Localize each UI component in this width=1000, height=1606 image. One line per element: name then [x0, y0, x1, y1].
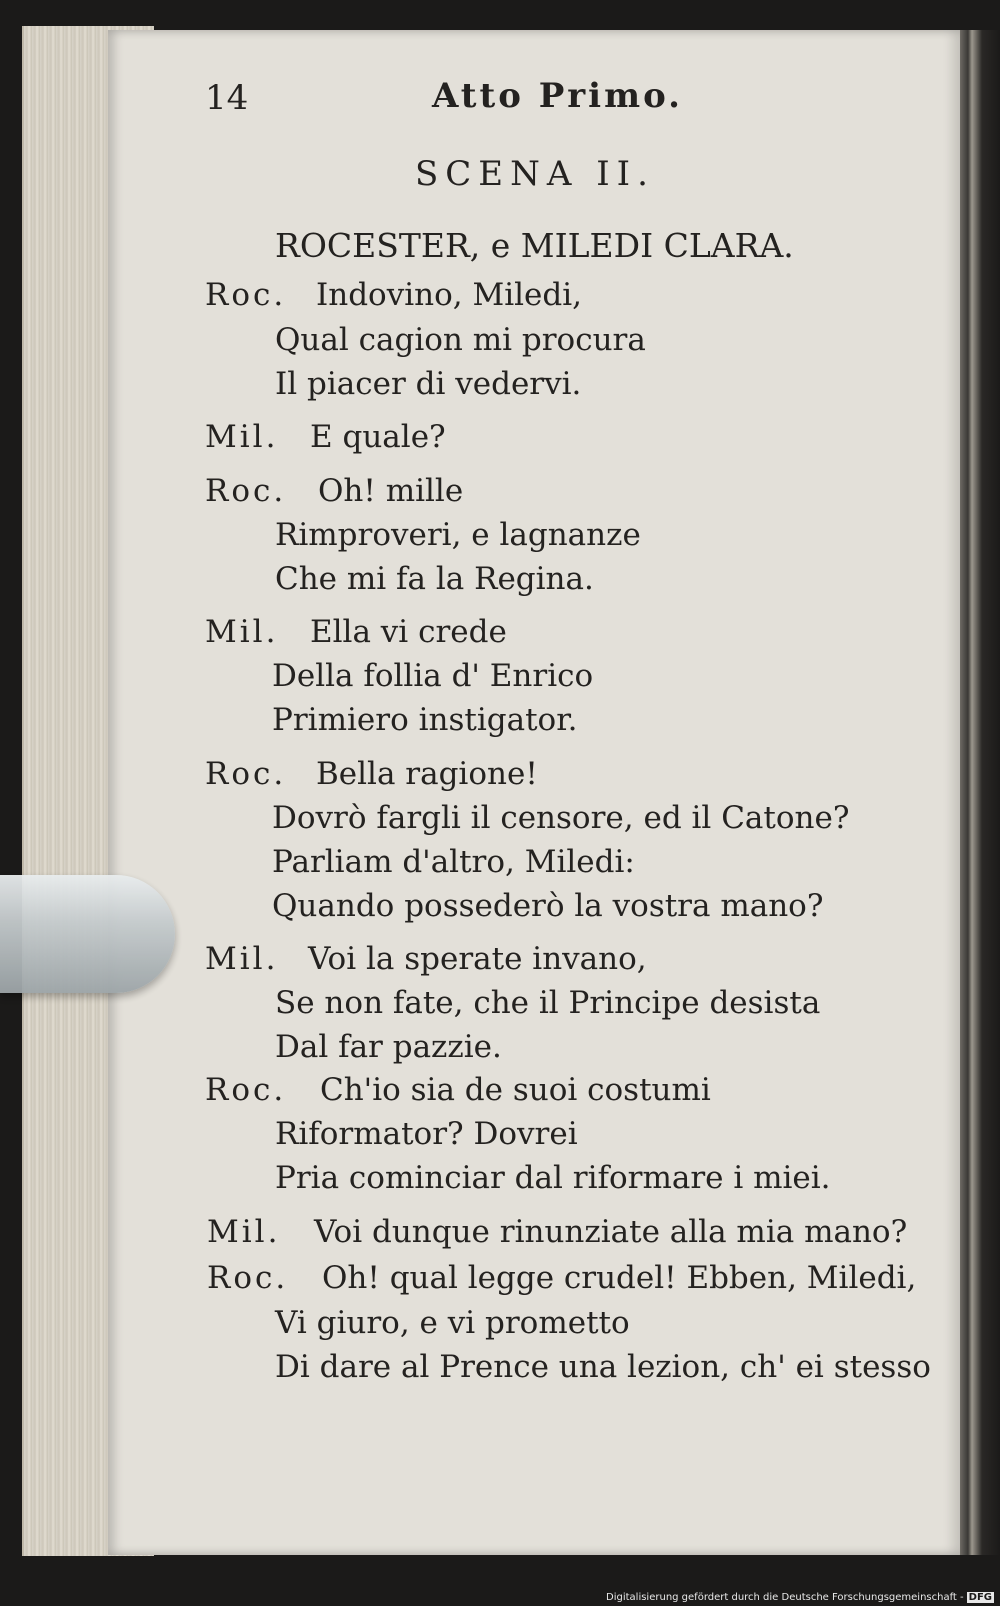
dialogue-line: Voi la sperate invano, — [308, 941, 647, 977]
dialogue-line: Parliam d'altro, Miledi: — [272, 844, 635, 880]
digitization-footer — [606, 1592, 994, 1603]
dialogue-line: Il piacer di vedervi. — [275, 366, 582, 402]
page-number: 14 — [205, 78, 249, 118]
speaker-label: Mil. — [205, 419, 279, 455]
dialogue-line: E quale? — [310, 419, 446, 455]
dialogue-line: Dal far pazzie. — [275, 1029, 502, 1065]
speaker-label: Mil. — [205, 614, 279, 650]
dialogue-line: Pria cominciar dal riformare i miei. — [275, 1160, 831, 1196]
dialogue-line: Vi giuro, e vi prometto — [275, 1305, 630, 1341]
dialogue-line: Se non fate, che il Principe desista — [275, 985, 821, 1021]
dialogue-line: Ch'io sia de suoi costumi — [320, 1072, 711, 1108]
speaker-label: Roc. — [207, 1260, 289, 1296]
dialogue-line: Dovrò fargli il censore, ed il Catone? — [272, 800, 850, 836]
dialogue-line: Ella vi crede — [310, 614, 507, 650]
footer-text: Digitalisierung gefördert durch die Deutsche Forschungsgemeinschaft - — [606, 1592, 964, 1603]
speaker-label: Roc. — [205, 1072, 287, 1108]
speaker-label: Roc. — [205, 756, 287, 792]
dfg-logo: DFG — [968, 1592, 992, 1603]
dialogue-line: Voi dunque rinunziate alla mia mano? — [314, 1214, 908, 1250]
dialogue-line: Della follia d' Enrico — [272, 658, 594, 694]
scene-title: SCENA II. — [415, 154, 655, 194]
dialogue-line: Primiero instigator. — [272, 702, 578, 738]
dialogue-line: Bella ragione! — [316, 756, 538, 792]
dialogue-line: Qual cagion mi procura — [275, 322, 646, 358]
dialogue-line: Di dare al Prence una lezion, ch' ei stesso — [275, 1349, 931, 1385]
speaker-label: Mil. — [205, 941, 279, 977]
dialogue-line: Che mi fa la Regina. — [275, 561, 594, 597]
running-head: Atto Primo. — [432, 76, 683, 116]
finger-holding-page — [0, 875, 175, 993]
dialogue-line: Riformator? Dovrei — [275, 1116, 578, 1152]
dialogue-line: Quando possederò la vostra mano? — [272, 888, 824, 924]
dialogue-line: Oh! mille — [318, 473, 464, 509]
speaker-label: Mil. — [207, 1214, 281, 1250]
book-right-edge — [960, 30, 1000, 1555]
dialogue-line: Rimproveri, e lagnanze — [275, 517, 641, 553]
speaker-label: Roc. — [205, 473, 287, 509]
dialogue-line: Indovino, Miledi, — [316, 277, 583, 313]
speaker-label: Roc. — [205, 277, 287, 313]
scene-characters: ROCESTER, e MILEDI CLARA. — [275, 226, 794, 265]
dialogue-line: Oh! qual legge crudel! Ebben, Miledi, — [322, 1260, 917, 1296]
